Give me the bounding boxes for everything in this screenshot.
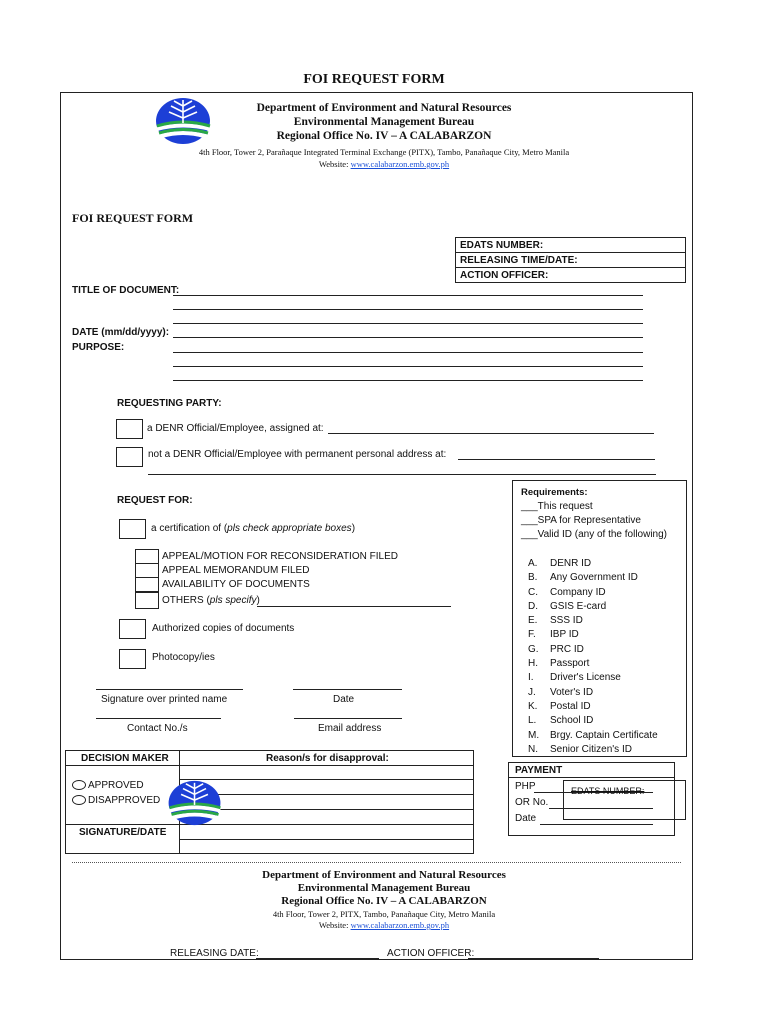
signature-line[interactable] [96,689,243,690]
id-name: Voter's ID [550,686,594,698]
footer-website [319,920,449,930]
footer-action-officer-label: ACTION OFFICER: [387,948,475,959]
id-letter: N. [528,743,538,755]
requirement-this-request: ___This request [521,501,593,512]
id-name: IBP ID [550,629,579,641]
payment-heading: PAYMENT [515,765,563,776]
request-for-heading: REQUEST FOR: [117,495,193,506]
photocopy-checkbox[interactable] [119,649,146,669]
id-letter: G. [528,643,539,655]
address-line-1[interactable] [458,459,655,460]
id-item-n [528,743,658,757]
id-item-d [528,600,658,614]
purpose-line-2[interactable] [173,366,643,367]
id-item-m [528,729,658,743]
requirement-spa: ___SPA for Representative [521,515,641,526]
php-label: PHP [515,781,536,792]
appeal-motion-label: APPEAL/MOTION FOR RECONSIDERATION FILED [162,551,398,562]
approved-option[interactable] [72,780,144,791]
denr-logo-icon [155,96,212,146]
assigned-at-line[interactable] [328,433,654,434]
id-letter: K. [528,700,538,712]
id-item-j [528,686,658,700]
authorized-copies-label: Authorized copies of documents [152,623,295,634]
email-label: Email address [318,723,382,734]
id-name: Driver's License [550,672,621,684]
title-of-document-label: TITLE OF DOCUMENT: [72,285,180,296]
date-line[interactable] [173,337,643,338]
approved-radio-icon[interactable] [72,780,86,790]
date-label: DATE (mm/dd/yyyy): [72,327,170,338]
id-item-f [528,628,658,642]
id-letter: C. [528,586,538,598]
appeal-motion-checkbox[interactable] [135,549,159,564]
payment-header-line [508,777,675,778]
action-officer-label: ACTION OFFICER: [460,270,549,281]
header-address: 4th Floor, Tower 2, Parañaque Integrated Terminal Exchange (PITX), Tambo, Panañaque City, Metro Manila [198,147,570,157]
id-name: School ID [550,715,594,727]
edats-number-label: EDATS NUMBER: [460,240,544,251]
id-item-e [528,614,658,628]
certification-checkbox[interactable] [119,519,146,539]
approved-label: APPROVED [88,780,144,791]
others-specify-line[interactable] [257,606,451,607]
payment-date-line[interactable] [540,824,653,825]
others-suffix: ) [256,595,260,606]
id-name: GSIS E-card [550,600,607,612]
footer-region: Regional Office No. IV – A CALABARZON [281,895,487,907]
contact-line[interactable] [96,718,221,719]
decision-row-6 [179,839,474,840]
footer-website-label: Website: [318,920,351,930]
action-officer-cell[interactable] [455,267,686,283]
page-title: FOI REQUEST FORM [303,72,445,87]
header-website-label: Website: [318,159,351,169]
releasing-time-cell[interactable] [455,252,686,268]
address-line-2[interactable] [148,474,656,475]
header-region: Regional Office No. IV – A CALABARZON [276,130,492,142]
id-name: Any Government ID [550,572,638,584]
valid-id-list [528,557,658,757]
others-label [162,595,260,606]
decision-maker-label: DECISION MAKER [81,753,169,764]
title-line-2[interactable] [173,309,643,310]
id-name: Company ID [550,586,606,598]
id-letter: A. [528,558,538,569]
header-website-link[interactable]: www.calabarzon.emb.gov.ph [350,159,450,169]
non-denr-label: not a DENR Official/Employee with permanent personal address at: [148,449,447,460]
availability-label: AVAILABILITY OF DOCUMENTS [162,579,310,590]
decision-row-5 [65,824,474,825]
signature-name-label: Signature over printed name [101,694,228,705]
non-denr-checkbox[interactable] [116,447,143,467]
signature-date-header: SIGNATURE/DATE [79,827,167,838]
id-name: Brgy. Captain Certificate [550,729,658,741]
id-name: Postal ID [550,700,591,712]
footer-website-link[interactable]: www.calabarzon.emb.gov.ph [350,920,450,930]
id-name: SSS ID [550,615,583,627]
denr-employee-checkbox[interactable] [116,419,143,439]
releasing-time-label: RELEASING TIME/DATE: [460,255,578,266]
header-bureau: Environmental Management Bureau [293,116,475,128]
requirement-valid-id: ___Valid ID (any of the following) [521,529,668,540]
id-letter: F. [528,629,536,641]
id-item-l [528,714,658,728]
contact-label: Contact No./s [127,723,188,734]
requirements-heading: Requirements: [521,487,588,498]
releasing-date-line[interactable] [256,958,379,959]
or-no-label: OR No. [515,797,549,808]
header-website [319,159,449,169]
title-line-3[interactable] [173,323,643,324]
releasing-date-label: RELEASING DATE: [170,948,259,959]
purpose-line-1[interactable] [173,352,643,353]
footer-address: 4th Floor, Tower 2, PITX, Tambo, Panañaque City, Metro Manila [272,909,496,919]
id-letter: B. [528,572,538,584]
id-letter: E. [528,615,538,627]
purpose-line-3[interactable] [173,380,643,381]
footer-bureau: Environmental Management Bureau [297,882,471,894]
denr-employee-label: a DENR Official/Employee, assigned at: [147,423,324,434]
others-italic: pls specify [209,595,257,606]
certification-prefix: a certification of ( [151,523,228,534]
footer-department: Department of Environment and Natural Resources [262,869,506,881]
id-item-c [528,586,658,600]
reasons-label: Reason/s for disapproval: [266,753,389,764]
payment-date-label: Date [515,813,537,824]
date-signature-line[interactable] [293,689,402,690]
disapproved-radio-icon[interactable] [72,795,86,805]
certification-italic: pls check appropriate boxes [227,523,352,534]
certification-label [151,523,355,534]
footer-action-officer-line[interactable] [468,958,599,959]
appeal-memorandum-checkbox[interactable] [135,563,159,578]
edats-overlay-label: EDATS NUMBER: [571,786,645,796]
cut-line [72,862,681,863]
id-letter: D. [528,600,538,612]
id-item-g [528,643,658,657]
signature-date-label: Date [333,694,355,705]
authorized-copies-checkbox[interactable] [119,619,146,639]
id-item-a [528,557,658,571]
disapproved-label: DISAPPROVED [88,795,161,806]
id-letter: M. [528,729,540,741]
id-item-b [528,571,658,585]
title-line-1[interactable] [173,295,643,296]
id-name: DENR ID [550,558,592,569]
requesting-party-heading: REQUESTING PARTY: [117,398,222,409]
id-letter: I. [528,672,534,684]
edats-number-cell[interactable] [455,237,686,253]
purpose-label: PURPOSE: [72,342,125,353]
availability-checkbox[interactable] [135,577,159,592]
id-name: PRC ID [550,643,584,655]
disapproved-option[interactable] [72,795,160,806]
email-line[interactable] [294,718,402,719]
id-letter: J. [528,686,536,698]
others-prefix: OTHERS ( [162,595,210,606]
certification-suffix: ) [351,523,356,534]
decision-row-3 [179,794,474,795]
id-item-k [528,700,658,714]
decision-row-4 [179,809,474,810]
photocopy-label: Photocopy/ies [152,652,215,663]
id-name: Passport [550,658,590,670]
form-title: FOI REQUEST FORM [72,211,194,225]
decision-row-2 [179,779,474,780]
decision-row-1 [65,765,474,766]
id-name: Senior Citizen's ID [550,743,632,755]
appeal-memorandum-label: APPEAL MEMORANDUM FILED [162,565,310,576]
header-department: Department of Environment and Natural Resources [256,102,512,114]
id-item-h [528,657,658,671]
others-checkbox[interactable] [135,592,159,609]
watermark-logo-icon [167,779,223,827]
id-letter: H. [528,658,538,670]
id-letter: L. [528,715,537,727]
id-item-i [528,671,658,685]
